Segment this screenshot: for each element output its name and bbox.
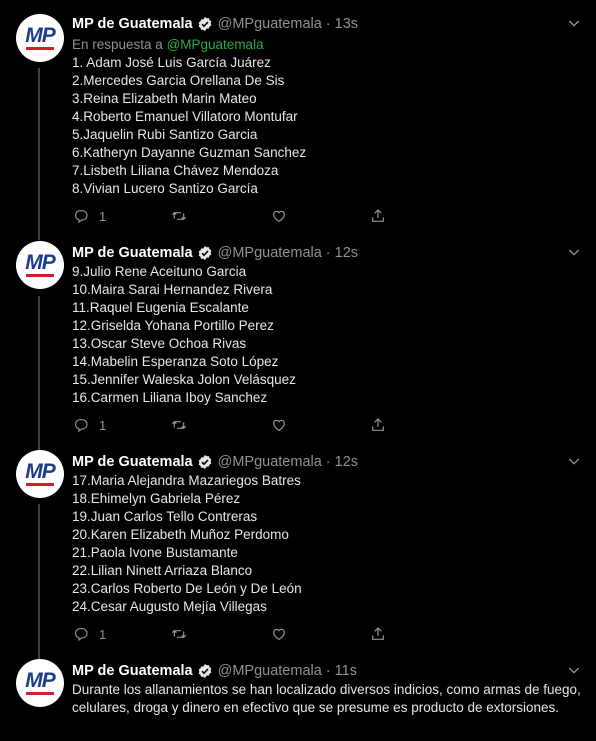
retweet-button[interactable] [171, 208, 187, 224]
retweet-icon [171, 208, 187, 224]
share-button[interactable] [370, 626, 386, 642]
list-item: 6.Katheryn Dayanne Guzman Sanchez [72, 145, 307, 160]
list-item: 18.Ehimelyn Gabriela Pérez [72, 491, 241, 506]
list-item: 7.Lisbeth Liliana Chávez Mendoza [72, 163, 279, 178]
list-item: 15.Jennifer Waleska Jolon Velásquez [72, 372, 296, 387]
list-item: 20.Karen Elizabeth Muñoz Perdomo [72, 527, 289, 542]
reply-button[interactable] [73, 208, 106, 224]
reply-button[interactable] [73, 626, 106, 642]
like-icon [271, 626, 287, 642]
tweet-header [72, 14, 582, 34]
separator-dot: · [325, 663, 331, 679]
chevron-down-icon[interactable] [566, 661, 582, 679]
list-item: 2.Mercedes Garcia Orellana De Sis [72, 73, 285, 88]
list-item: 10.Maira Sarai Hernandez Rivera [72, 282, 273, 297]
reply-mention-link[interactable]: @MPguatemala [166, 37, 264, 52]
tweet-actions [72, 415, 582, 435]
avatar-logo-text: MP [25, 669, 55, 692]
reply-prefix: En respuesta a [72, 37, 163, 52]
avatar[interactable] [16, 241, 64, 289]
reply-count: 1 [99, 626, 107, 642]
author-name[interactable]: MP de Guatemala [72, 454, 193, 470]
tweet-text [72, 263, 582, 407]
author-name[interactable]: MP de Guatemala [72, 245, 193, 261]
tweet-actions [72, 206, 582, 226]
list-item: 16.Carmen Liliana Iboy Sanchez [72, 390, 268, 405]
verified-badge-icon [197, 454, 213, 470]
author-handle[interactable]: @MPguatemala [217, 454, 322, 470]
list-item: 19.Juan Carlos Tello Contreras [72, 509, 258, 524]
tweet-header [72, 661, 582, 681]
reply-button[interactable] [73, 417, 106, 433]
list-item: 9.Julio Rene Aceituno Garcia [72, 264, 247, 279]
timestamp[interactable]: 11s [334, 663, 357, 679]
verified-badge-icon [197, 245, 213, 261]
reply-context [72, 37, 264, 52]
timestamp[interactable]: 13s [334, 16, 359, 32]
tweet[interactable] [0, 237, 596, 446]
tweet[interactable] [0, 0, 596, 237]
list-item: 11.Raquel Eugenia Escalante [72, 300, 249, 315]
like-icon [271, 417, 287, 433]
share-icon [370, 208, 386, 224]
verified-badge-icon [197, 16, 213, 32]
tweet-header [72, 243, 582, 263]
verified-badge-icon [197, 663, 213, 679]
separator-dot: · [325, 454, 331, 470]
list-item: 17.Maria Alejandra Mazariegos Batres [72, 473, 301, 488]
chevron-down-icon[interactable] [566, 243, 582, 261]
like-icon [271, 208, 287, 224]
list-item: 14.Mabelin Esperanza Soto López [72, 354, 279, 369]
avatar-logo-bar [26, 274, 54, 277]
list-item: 8.Vivian Lucero Santizo García [72, 181, 258, 196]
avatar-logo-text: MP [25, 251, 55, 274]
tweet-actions [72, 624, 582, 644]
share-icon [370, 417, 386, 433]
reply-count: 1 [99, 417, 107, 433]
tweet[interactable] [0, 655, 596, 741]
like-button[interactable] [271, 626, 287, 642]
chevron-down-icon[interactable] [566, 452, 582, 470]
list-item: 12.Griselda Yohana Portillo Perez [72, 318, 274, 333]
avatar-logo-bar [26, 47, 54, 50]
share-button[interactable] [370, 208, 386, 224]
reply-icon [73, 417, 89, 433]
separator-dot: · [325, 245, 331, 261]
retweet-button[interactable] [171, 417, 187, 433]
list-item: 22.Lilian Ninett Arriaza Blanco [72, 563, 253, 578]
avatar-logo-text: MP [25, 24, 55, 47]
list-item: 4.Roberto Emanuel Villatoro Montufar [72, 109, 298, 124]
reply-count: 1 [99, 208, 107, 224]
retweet-button[interactable] [171, 626, 187, 642]
list-item: 3.Reina Elizabeth Marin Mateo [72, 91, 257, 106]
tweet-header [72, 452, 582, 472]
tweet-text: Durante los allanamientos se han localizado diversos indicios, como armas de fuego, celulares, droga y dinero en efectivo que se presume es producto de extorsiones. [72, 682, 581, 715]
chevron-down-icon[interactable] [566, 14, 582, 32]
tweet[interactable] [0, 446, 596, 655]
author-name[interactable]: MP de Guatemala [72, 663, 193, 679]
tweet-text [72, 54, 582, 198]
avatar-logo-bar [26, 483, 54, 486]
author-handle[interactable]: @MPguatemala [217, 245, 322, 261]
list-item: 1. Adam José Luis García Juárez [72, 55, 271, 70]
avatar-logo-text: MP [25, 460, 55, 483]
list-item: 13.Oscar Steve Ochoa Rivas [72, 336, 247, 351]
retweet-icon [171, 626, 187, 642]
reply-icon [73, 208, 89, 224]
author-handle[interactable]: @MPguatemala [217, 16, 322, 32]
avatar[interactable] [16, 659, 64, 707]
like-button[interactable] [271, 417, 287, 433]
list-item: 24.Cesar Augusto Mejía Villegas [72, 599, 267, 614]
timestamp[interactable]: 12s [334, 245, 359, 261]
reply-icon [73, 626, 89, 642]
tweet-text [72, 472, 582, 616]
author-handle[interactable]: @MPguatemala [217, 663, 322, 679]
retweet-icon [171, 417, 187, 433]
list-item: 21.Paola Ivone Bustamante [72, 545, 238, 560]
author-name[interactable]: MP de Guatemala [72, 16, 193, 32]
timestamp[interactable]: 12s [334, 454, 359, 470]
avatar-logo-bar [26, 692, 54, 695]
avatar[interactable] [16, 450, 64, 498]
separator-dot: · [325, 16, 331, 32]
like-button[interactable] [271, 208, 287, 224]
share-button[interactable] [370, 417, 386, 433]
avatar[interactable] [16, 14, 64, 62]
list-item: 5.Jaquelin Rubi Santizo Garcia [72, 127, 258, 142]
share-icon [370, 626, 386, 642]
list-item: 23.Carlos Roberto De León y De León [72, 581, 302, 596]
